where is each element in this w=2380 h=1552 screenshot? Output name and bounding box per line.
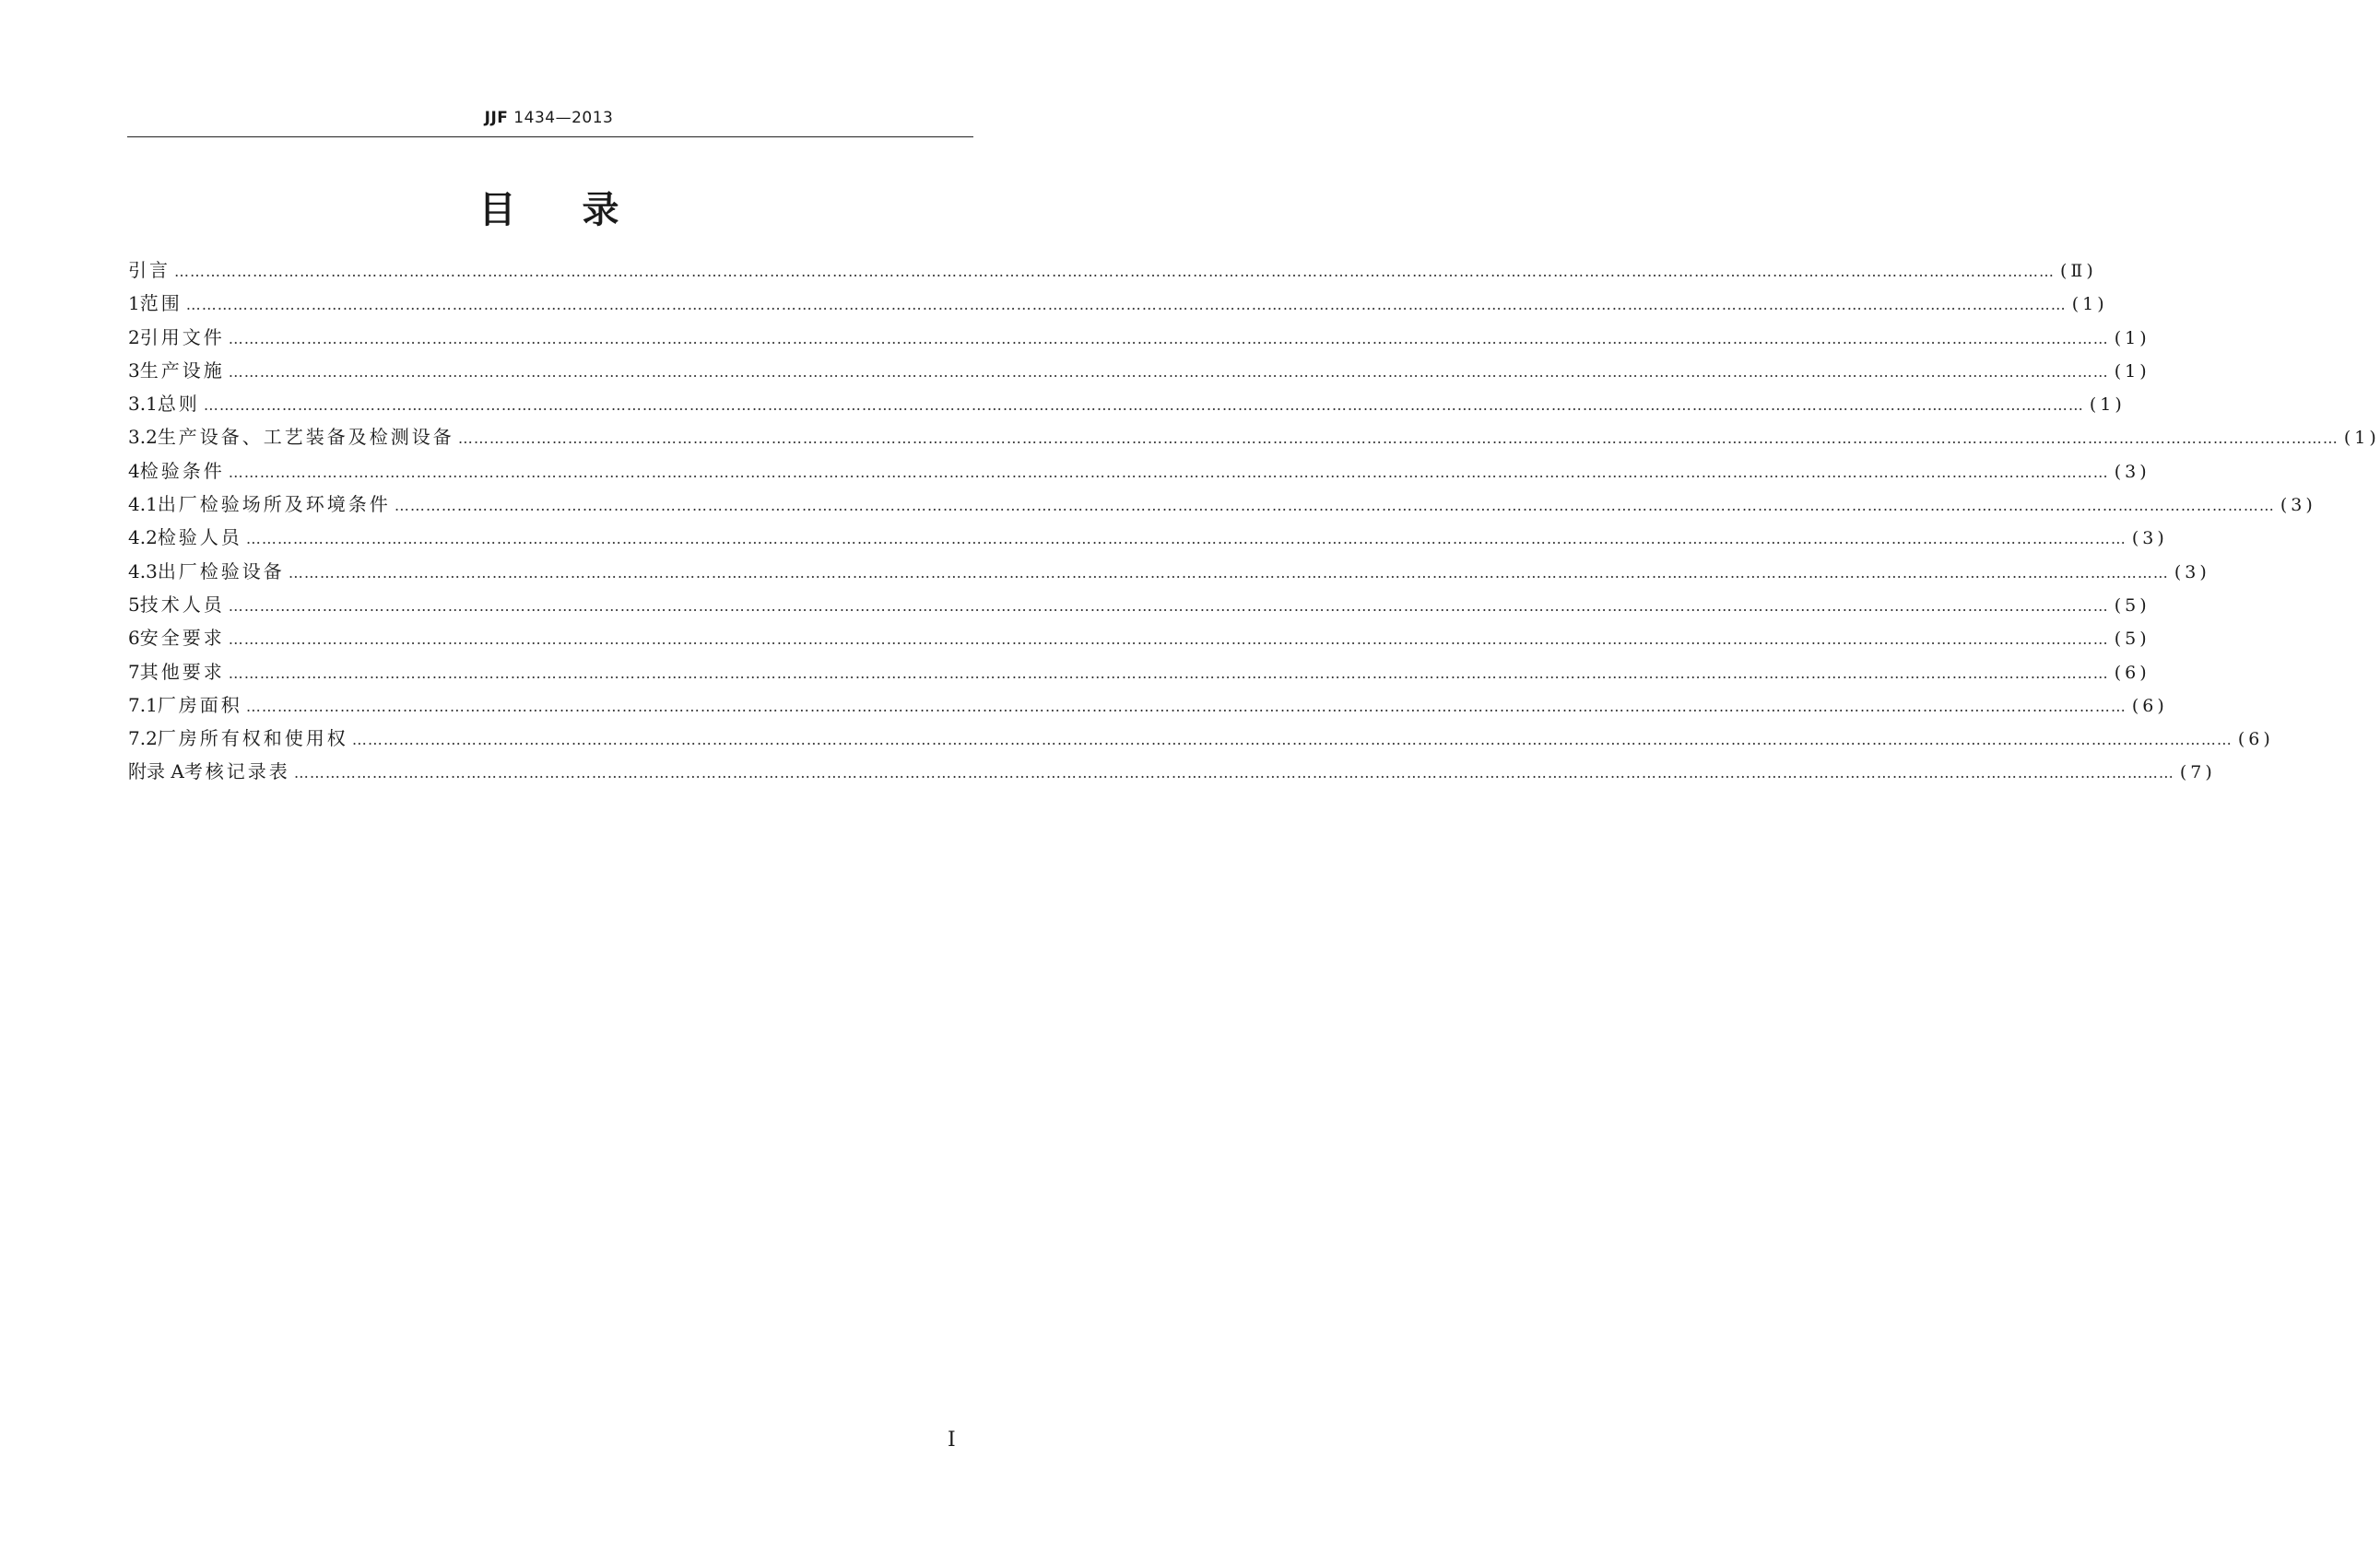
toc-entry-label: 技术人员	[139, 593, 225, 616]
toc-leader-dots: ………………………………………………………………………………………………………………………………………………………………………………………………………………………………………………………………………………………………………………………………	[457, 429, 2339, 448]
toc-entry-label: 安全要求	[139, 627, 225, 650]
toc-entry[interactable]	[128, 287, 2108, 320]
toc-entry[interactable]	[128, 321, 2150, 354]
toc-entry-number: 4.1	[128, 493, 158, 516]
header-divider	[127, 136, 973, 137]
toc-entry-number: 1	[128, 292, 140, 315]
page-title: 目录	[478, 189, 686, 231]
toc-entry-number: 3	[128, 359, 140, 382]
toc-entry-page: (3)	[2114, 461, 2150, 482]
toc-entry-page: (1)	[2114, 360, 2150, 382]
toc-leader-dots: ………………………………………………………………………………………………………………………………………………………………………………………………………………………………………………………………………………………………………………………………	[174, 263, 2055, 280]
table-of-contents	[128, 253, 2380, 789]
toc-leader-dots: ………………………………………………………………………………………………………………………………………………………………………………………………………………………………………………………………………………………………………………………………	[228, 329, 2109, 347]
toc-entry[interactable]	[128, 454, 2150, 488]
toc-entry-page: (3)	[2131, 528, 2168, 549]
toc-leader-dots: ………………………………………………………………………………………………………………………………………………………………………………………………………………………………………………………………………………………………………………………………	[228, 664, 2109, 682]
toc-leader-dots: ………………………………………………………………………………………………………………………………………………………………………………………………………………………………………………………………………………………………………………………………	[228, 630, 2109, 649]
toc-entry-number: 2	[128, 325, 140, 348]
toc-entry-label: 引用文件	[139, 325, 225, 348]
toc-entry[interactable]	[128, 588, 2150, 621]
toc-entry[interactable]	[128, 488, 2316, 521]
toc-entry-page: (1)	[2089, 394, 2126, 416]
toc-leader-dots: ………………………………………………………………………………………………………………………………………………………………………………………………………………………………………………………………………………………………………………………………	[228, 362, 2109, 381]
toc-entry[interactable]	[128, 655, 2150, 688]
toc-entry-number: 3.1	[128, 393, 158, 416]
document-code-prefix: JJF	[484, 109, 509, 127]
toc-entry[interactable]	[128, 354, 2150, 387]
toc-entry[interactable]	[128, 755, 2216, 788]
toc-entry-label: 厂房所有权和使用权	[157, 727, 348, 750]
toc-leader-dots: ………………………………………………………………………………………………………………………………………………………………………………………………………………………………………………………………………………………………………………………………	[203, 396, 2084, 415]
toc-entry-number: 4	[128, 459, 140, 482]
toc-entry-number: 7	[128, 660, 140, 683]
toc-entry-page: (1)	[2343, 428, 2380, 449]
toc-leader-dots: ………………………………………………………………………………………………………………………………………………………………………………………………………………………………………………………………………………………………………………………………	[228, 596, 2109, 615]
toc-entry-number: 4.2	[128, 526, 158, 549]
toc-entry-page: (5)	[2114, 594, 2150, 616]
toc-entry[interactable]	[128, 621, 2150, 654]
toc-entry-number: 3.2	[128, 426, 158, 449]
toc-entry-number: 5	[128, 593, 140, 616]
toc-leader-dots: ………………………………………………………………………………………………………………………………………………………………………………………………………………………………………………………………………………………………………………………………	[351, 731, 2233, 749]
toc-entry-page: (7)	[2179, 762, 2216, 783]
toc-leader-dots: ………………………………………………………………………………………………………………………………………………………………………………………………………………………………………………………………………………………………………………………………	[245, 530, 2127, 548]
toc-entry-label: 厂房面积	[157, 693, 242, 716]
toc-entry-page: (1)	[2071, 294, 2108, 315]
toc-entry[interactable]	[128, 420, 2380, 453]
document-code-number: 1434—2013	[508, 109, 614, 127]
toc-entry-page: (5)	[2114, 629, 2150, 650]
toc-entry-label: 总则	[157, 393, 200, 416]
toc-leader-dots: ………………………………………………………………………………………………………………………………………………………………………………………………………………………………………………………………………………………………………………………………	[228, 463, 2109, 481]
toc-entry-number: 6	[128, 627, 140, 650]
toc-entry-label: 其他要求	[139, 660, 225, 683]
toc-entry-label: 引言	[128, 259, 171, 281]
toc-entry[interactable]	[128, 521, 2168, 554]
toc-entry-label: 生产设施	[139, 359, 225, 382]
toc-entry-label: 检验人员	[157, 526, 242, 549]
toc-entry[interactable]	[128, 688, 2168, 722]
toc-entry[interactable]	[128, 387, 2126, 420]
page-number: Ⅰ	[948, 1429, 956, 1452]
toc-entry-label: 出厂检验场所及环境条件	[157, 493, 391, 516]
toc-leader-dots: ………………………………………………………………………………………………………………………………………………………………………………………………………………………………………………………………………………………………………………………………	[245, 697, 2127, 715]
toc-entry[interactable]	[128, 555, 2210, 588]
toc-entry[interactable]	[128, 722, 2274, 755]
toc-entry-label: 出厂检验设备	[157, 559, 285, 582]
toc-entry-page: (6)	[2131, 695, 2168, 716]
toc-entry-page: (6)	[2237, 729, 2274, 750]
toc-entry-number: 4.3	[128, 559, 158, 582]
toc-leader-dots: ………………………………………………………………………………………………………………………………………………………………………………………………………………………………………………………………………………………………………………………………	[288, 563, 2169, 582]
document-code	[0, 109, 1098, 127]
toc-entry-label: 范围	[139, 292, 183, 315]
toc-entry[interactable]	[128, 253, 2097, 287]
toc-entry-label: 考核记录表	[183, 760, 290, 783]
toc-entry-number: 附录 A	[128, 760, 184, 783]
toc-entry-number: 7.2	[128, 727, 158, 750]
toc-entry-number: 7.1	[128, 693, 158, 716]
toc-leader-dots: ………………………………………………………………………………………………………………………………………………………………………………………………………………………………………………………………………………………………………………………………	[185, 296, 2067, 314]
toc-entry-page: (1)	[2114, 327, 2150, 348]
toc-entry-label: 生产设备、工艺装备及检测设备	[157, 426, 454, 449]
toc-entry-page: (6)	[2114, 662, 2150, 683]
toc-entry-page: (Ⅱ)	[2060, 261, 2097, 281]
toc-leader-dots: ………………………………………………………………………………………………………………………………………………………………………………………………………………………………………………………………………………………………………………………………	[394, 497, 2275, 515]
toc-entry-page: (3)	[2174, 561, 2210, 582]
toc-leader-dots: ………………………………………………………………………………………………………………………………………………………………………………………………………………………………………………………………………………………………………………………………	[293, 764, 2174, 782]
toc-entry-label: 检验条件	[139, 459, 225, 482]
toc-entry-page: (3)	[2280, 495, 2316, 516]
